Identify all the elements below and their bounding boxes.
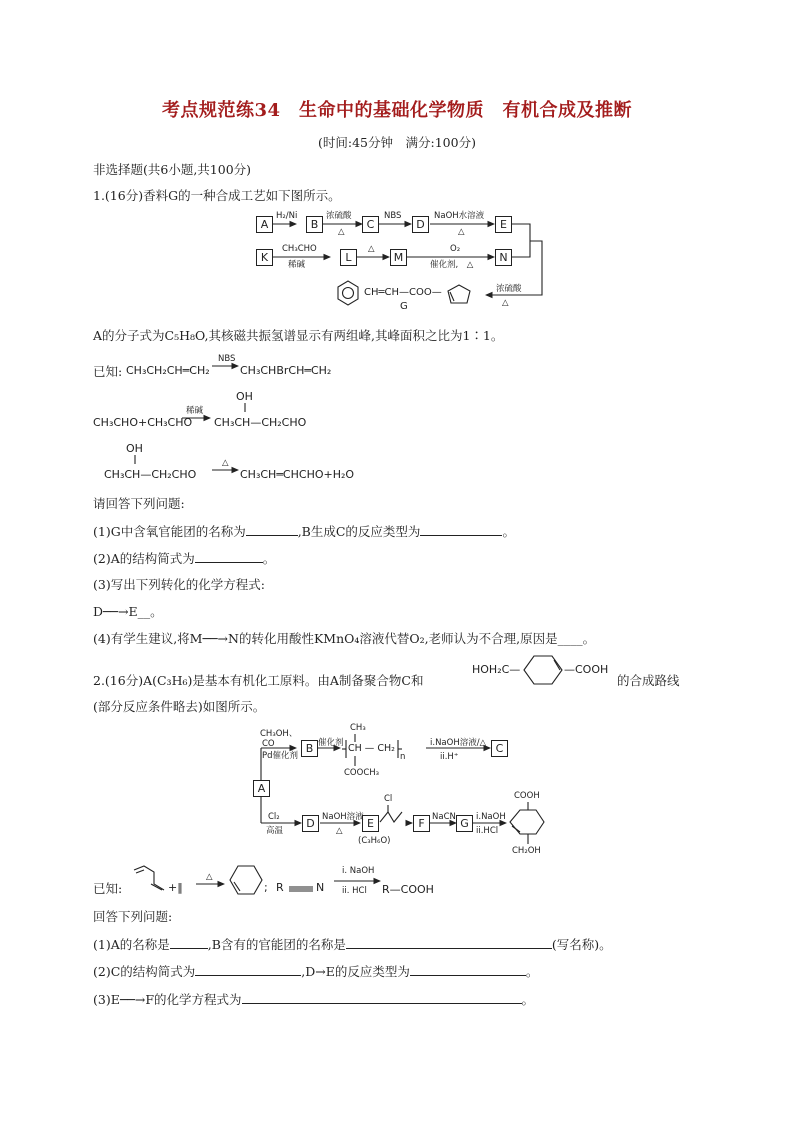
- answer-blank: [195, 963, 301, 976]
- q2-node-g: G: [456, 815, 473, 832]
- q2-part3: [93, 991, 534, 1008]
- known3-oh: OH: [126, 442, 143, 455]
- q2-known-nitrile-bond: [287, 886, 317, 892]
- q1-part1: [93, 523, 515, 540]
- q1-stem: 1.(16分)香料G的一种合成工艺如下图所示。: [93, 188, 341, 203]
- q2-part1-b: ,B含有的官能团的名称是: [207, 937, 346, 952]
- product-g-formula: CH═CH—COO—: [364, 287, 442, 298]
- node-e: E: [495, 216, 512, 233]
- q2-cond-pc-top: i.NaOH溶液/△: [430, 738, 487, 748]
- q2-known-r2: R—COOH: [382, 883, 434, 896]
- q2-cond-pc-bottom: ii.H⁺: [440, 752, 459, 762]
- known2-left: CH₃CHO+CH₃CHO: [93, 416, 193, 429]
- q2-synthesis-diagram: [240, 718, 560, 863]
- q2-known-sep: ;: [264, 881, 268, 894]
- q1-part3: (3)写出下列转化的化学方程式:: [93, 577, 265, 592]
- q2-part3-b: 。: [521, 992, 535, 1007]
- q2-part1-a: (1)A的名称是: [93, 937, 170, 952]
- q2-cond-ab-top1: CH₃OH、: [260, 729, 298, 739]
- q2-cond-ef: NaCN: [432, 812, 456, 822]
- known1-cond: NBS: [218, 354, 236, 364]
- q2-stem-mol-right: —COOH: [564, 663, 609, 676]
- q2-cond-fg-top: i.NaOH: [476, 812, 506, 822]
- q2-known-plus: +‖: [168, 881, 183, 894]
- node-n: N: [495, 249, 512, 266]
- q2-diagram-lines: [240, 718, 560, 863]
- node-m: M: [390, 249, 407, 266]
- q2-prod-bottom: CH₂OH: [512, 846, 541, 856]
- q2-known-cyclohexene: [226, 862, 266, 898]
- q2-poly-n: n: [400, 752, 406, 762]
- answer-blank: [195, 550, 263, 563]
- q2-cond-b-cat: 催化剂: [318, 738, 344, 748]
- page-title: 考点规范练34 生命中的基础化学物质 有机合成及推断: [161, 100, 633, 121]
- node-l: L: [340, 249, 357, 266]
- q2-known-cond2-bottom: ii. HCl: [342, 886, 367, 896]
- q2-known-diene: [126, 862, 166, 896]
- answer-blank: [242, 991, 522, 1004]
- known2-cond: 稀碱: [186, 406, 204, 416]
- q2-known-cond1: △: [206, 872, 213, 882]
- q1-part1-c: 。: [502, 524, 515, 539]
- q2-stem-b: 的合成路线: [617, 673, 680, 688]
- q1-part1-b: ,B生成C的反应类型为: [297, 524, 421, 539]
- q1-part2: [93, 550, 275, 567]
- q2-part2-a: (2)C的结构简式为: [93, 964, 196, 979]
- known2-arrow: [182, 415, 212, 421]
- cond-g-bottom: △: [502, 298, 509, 308]
- q2-part1: [93, 936, 612, 953]
- page-subtitle: (时间:45分钟 满分:100分): [318, 135, 476, 150]
- q1-part4: (4)有学生建议,将M──→N的转化用酸性KMnO₄溶液代替O₂,老师认为不合理,原因是____。: [93, 631, 596, 646]
- q2-known-n: N: [316, 881, 325, 894]
- known2-bond: [244, 403, 246, 413]
- q1-prompt: 请回答下列问题:: [93, 496, 185, 511]
- q2-cond-ab-bottom: Pd催化剂: [262, 751, 299, 761]
- q2-part3-a: (3)E──→F的化学方程式为: [93, 992, 242, 1007]
- q2-poly-ch3: CH₃: [350, 723, 366, 733]
- cond-bc-bottom: △: [338, 227, 345, 237]
- node-a: A: [256, 216, 273, 233]
- cond-mn-bottom: 催化剂, △: [430, 260, 474, 270]
- q2-prod-top: COOH: [514, 791, 540, 801]
- known2-oh: OH: [236, 390, 253, 403]
- q2-cond-ad-top: Cl₂: [268, 812, 280, 822]
- cond-ab: H₂/Ni: [276, 211, 298, 221]
- q2-node-f: F: [413, 815, 430, 832]
- node-b: B: [306, 216, 323, 233]
- q2-known-arrow2: [334, 878, 382, 884]
- product-g-label: G: [400, 301, 408, 312]
- q2-known-cond2-top: i. NaOH: [342, 866, 375, 876]
- q1-info: A的分子式为C₅H₈O,其核磁共振氢谱显示有两组峰,其峰面积之比为1∶1。: [93, 328, 504, 343]
- node-c: C: [362, 216, 379, 233]
- q2-prompt: 回答下列问题:: [93, 909, 173, 924]
- known3-bond: [134, 455, 136, 465]
- known3-right: CH₃CH═CHCHO+H₂O: [240, 468, 355, 481]
- known3-cond: △: [222, 458, 229, 468]
- q1-part2-a: (2)A的结构简式为: [93, 551, 195, 566]
- q2-part2-b: ,D→E的反应类型为: [301, 964, 410, 979]
- q2-e-formula: (C₃H₆O): [358, 836, 391, 846]
- q1-part2-b: 。: [262, 551, 276, 566]
- known1-right: CH₃CHBrCH═CH₂: [240, 364, 332, 377]
- q2-known-label: 已知:: [93, 881, 123, 896]
- known3-left: CH₃CH—CH₂CHO: [104, 468, 197, 481]
- answer-blank: [246, 523, 298, 536]
- section-heading: 非选择题(共6小题,共100分): [93, 162, 252, 177]
- cond-de-top: NaOH水溶液: [434, 211, 485, 221]
- q2-poly-main: CH — CH₂: [348, 743, 395, 754]
- q2-part2: [93, 963, 538, 980]
- cond-kl-top: CH₃CHO: [282, 244, 317, 254]
- q2-known-arrow1: [196, 881, 226, 887]
- answer-blank: [170, 936, 208, 949]
- q1-part1-a: (1)G中含氧官能团的名称为: [93, 524, 246, 539]
- q2-cond-de-bottom: △: [336, 826, 343, 836]
- q2-stem-mol-left: HOH₂C—: [472, 663, 521, 676]
- q2-stem-a: 2.(16分)A(C₃H₆)是基本有机化工原料。由A制备聚合物C和: [93, 673, 424, 688]
- q2-node-e: E: [362, 815, 379, 832]
- node-d: D: [412, 216, 429, 233]
- q1-known-label: 已知:: [93, 364, 123, 379]
- cond-g-top: 浓硫酸: [496, 284, 522, 294]
- q2-poly-sub: COOCH₃: [344, 768, 380, 778]
- cond-kl-bottom: 稀碱: [288, 260, 306, 270]
- known1-left: CH₃CH₂CH═CH₂: [126, 364, 210, 377]
- cond-lm: △: [368, 244, 375, 254]
- answer-blank: [420, 523, 502, 536]
- q1-synthesis-diagram: [240, 205, 560, 315]
- cond-de-bottom: △: [458, 227, 465, 237]
- known2-right: CH₃CH—CH₂CHO: [214, 416, 307, 429]
- q2-cond-ab-top2: CO: [262, 739, 275, 749]
- known3-arrow: [212, 467, 240, 473]
- q2-part1-c: (写名称)。: [551, 937, 612, 952]
- q2-cond-ad-bottom: 高温: [266, 826, 284, 836]
- q2-stem-c: (部分反应条件略去)如图所示。: [93, 699, 266, 714]
- q2-node-d: D: [302, 815, 319, 832]
- node-k: K: [256, 249, 273, 266]
- q2-node-c: C: [491, 740, 508, 757]
- answer-blank: [346, 936, 552, 949]
- cond-cd: NBS: [384, 211, 402, 221]
- answer-blank: [410, 963, 526, 976]
- q2-cond-de-top: NaOH溶液: [322, 812, 364, 822]
- q1-part3-de: D──→E__。: [93, 604, 163, 619]
- q2-cl-label: Cl: [384, 794, 393, 804]
- q2-node-a: A: [253, 780, 270, 797]
- q2-cond-fg-bottom: ii.HCl: [476, 826, 499, 836]
- q2-part2-c: 。: [525, 964, 539, 979]
- q2-known-r1: R: [276, 881, 284, 894]
- q2-node-b: B: [301, 740, 318, 757]
- cond-mn-top: O₂: [450, 244, 461, 254]
- known1-arrow: [212, 363, 240, 369]
- cond-bc-top: 浓硫酸: [326, 211, 352, 221]
